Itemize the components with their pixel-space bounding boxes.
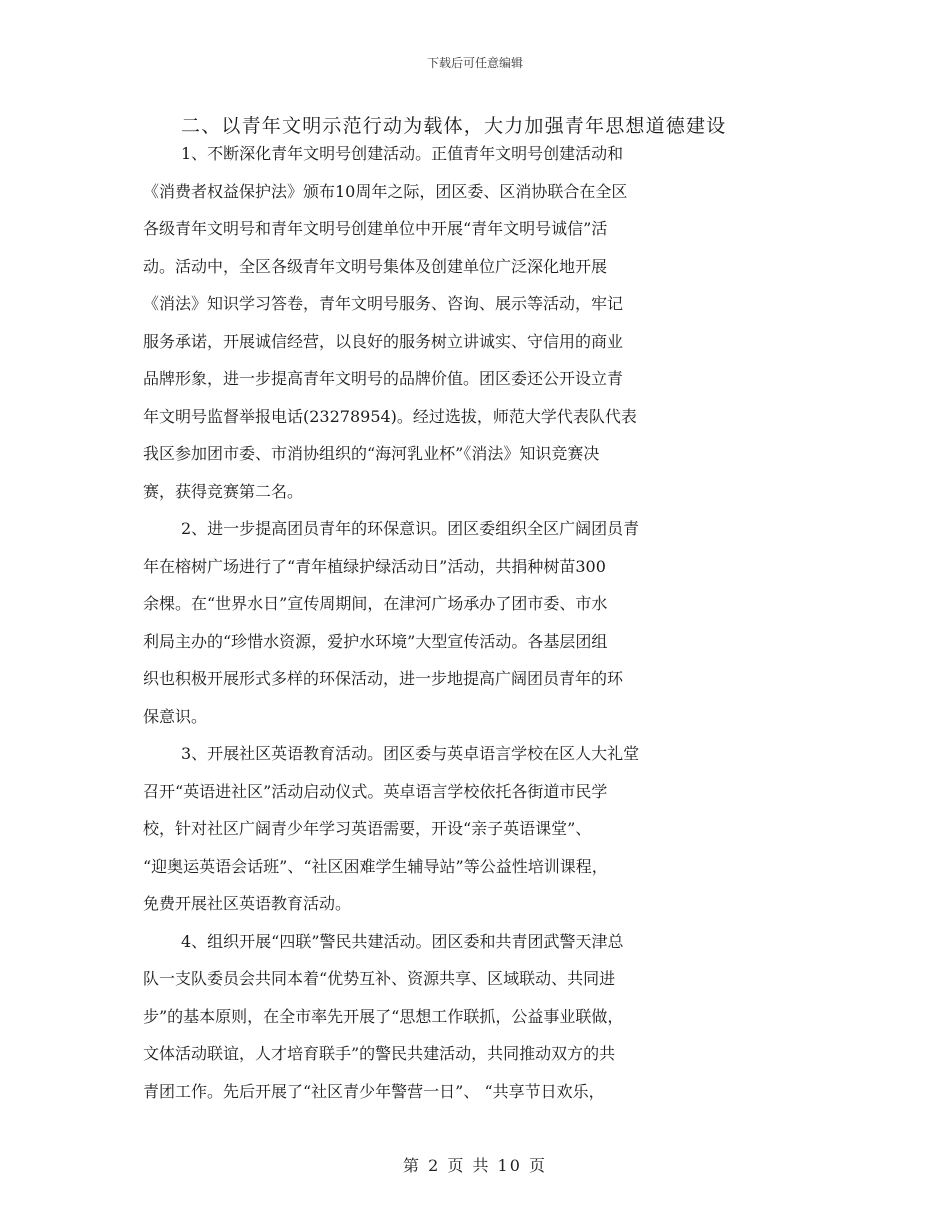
paragraph-line: 服务承诺，开展诚信经营，以良好的服务树立讲诚实、守信用的商业 bbox=[143, 331, 624, 351]
paragraph-line: 利局主办的“珍惜水资源，爱护水环境”大型宣传活动。各基层团组 bbox=[143, 631, 608, 651]
section-heading: 二、以青年文明示范行动为载体，大力加强青年思想道德建设 bbox=[181, 115, 727, 137]
paragraph-line: 我区参加团市委、市消协组织的“海河乳业杯”《消法》知识竞赛决 bbox=[143, 444, 600, 463]
paragraph-line: 青团工作。先后开展了“社区青少年警营一日”、 “共享节日欢乐， bbox=[143, 1081, 605, 1101]
paragraph-line: 文体活动联谊，人才培育联手”的警民共建活动，共同推动双方的共 bbox=[143, 1044, 616, 1063]
paragraph-line: “迎奥运英语会话班”、“社区困难学生辅导站”等公益性培训课程， bbox=[143, 856, 608, 876]
paragraph-line: 织也积极开展形式多样的环保活动，进一步地提高广阔团员青年的环 bbox=[143, 669, 624, 688]
paragraph-line: 校，针对社区广阔青少年学习英语需要，开设“亲子英语课堂”、 bbox=[143, 819, 592, 838]
paragraph-line: 2、进一步提高团员青年的环保意识。团区委组织全区广阔团员青 bbox=[181, 519, 640, 538]
paragraph-line: 队一支队委员会共同本着“优势互补、资源共享、区域联动、共同进 bbox=[143, 969, 616, 988]
paragraph-line: 余棵。在“世界水日”宣传周期间，在津河广场承办了团市委、市水 bbox=[143, 594, 608, 613]
paragraph-line: 步”的基本原则，在全市率先开展了“思想工作联抓，公益事业联做， bbox=[143, 1006, 624, 1026]
paragraph-line: 年在榕树广场进行了“青年植绿护绿活动日”活动，共捐种树苗300 bbox=[143, 556, 606, 576]
paragraph-2 bbox=[143, 516, 811, 741]
paragraph-line: 动。活动中，全区各级青年文明号集体及创建单位广泛深化地开展 bbox=[143, 256, 608, 276]
paragraph-line: 1、不断深化青年文明号创建活动。正值青年文明号创建活动和 bbox=[181, 144, 624, 163]
paragraph-line: 召开“英语进社区”活动启动仪式。英卓语言学校依托各街道市民学 bbox=[143, 781, 608, 801]
paragraph-line: 各级青年文明号和青年文明号创建单位中开展“青年文明号诚信”活 bbox=[143, 219, 608, 238]
paragraph-line: 3、开展社区英语教育活动。团区委与英卓语言学校在区人大礼堂 bbox=[181, 744, 640, 763]
paragraph-line: 《消法》知识学习答卷，青年文明号服务、咨询、展示等活动，牢记 bbox=[143, 294, 624, 313]
paragraph-line: 赛，获得竞赛第二名。 bbox=[143, 481, 304, 501]
page-header-note: 下载后可任意编辑 bbox=[426, 56, 523, 70]
paragraph-line: 免费开展社区英语教育活动。 bbox=[143, 894, 352, 913]
document-body bbox=[143, 112, 811, 1116]
paragraph-4 bbox=[143, 929, 811, 1117]
paragraph-line: 品牌形象，进一步提高青年文明号的品牌价值。团区委还公开设立青 bbox=[143, 369, 624, 388]
paragraph-1 bbox=[143, 141, 811, 516]
page-footer-number: 第 2 页 共 10 页 bbox=[403, 1156, 547, 1175]
paragraph-line: 年文明号监督举报电话(23278954)。经过选拔，师范大学代表队代表 bbox=[143, 406, 637, 426]
paragraph-line: 保意识。 bbox=[143, 706, 208, 726]
paragraph-line: 4、组织开展“四联”警民共建活动。团区委和共青团武警天津总 bbox=[181, 931, 624, 951]
paragraph-line: 《消费者权益保护法》颁布10周年之际，团区委、区消协联合在全区 bbox=[143, 181, 628, 201]
paragraph-3 bbox=[143, 741, 811, 929]
